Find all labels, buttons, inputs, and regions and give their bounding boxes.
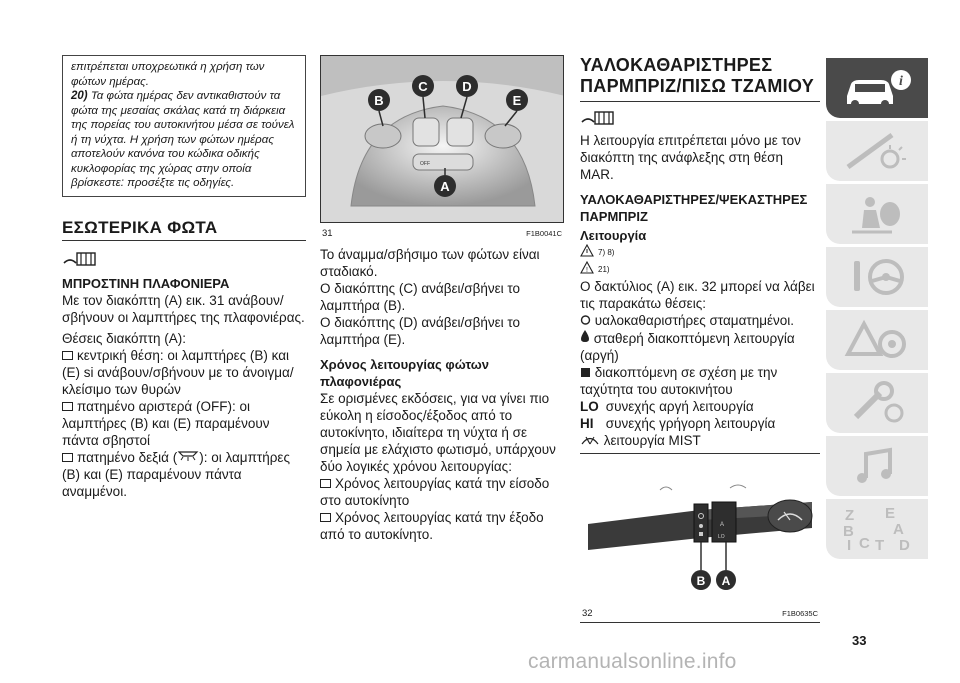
- figure-number: 31: [322, 228, 333, 239]
- box-bullet-icon: [62, 351, 73, 360]
- figure-label-b: B: [696, 574, 706, 588]
- figure-label-d: D: [462, 79, 472, 94]
- figure-label-c: C: [418, 79, 428, 94]
- note-paragraph-2: [71, 89, 299, 191]
- bullet-item: πατημένο αριστερά (OFF): οι λαμπτήρες (B) και (E) παραμένουν πάντα σβηστοί: [62, 398, 270, 448]
- figure-number: 32: [582, 608, 593, 619]
- box-bullet-icon: [320, 479, 331, 488]
- option-hi: HI συνεχής γρήγορη λειτουργία: [580, 416, 776, 431]
- circle-off-icon: [580, 314, 591, 325]
- figure-label-a: A: [440, 179, 450, 194]
- manual-reference-icon: [62, 249, 98, 269]
- warning-reference-2: ! 21): [580, 261, 820, 278]
- manual-reference-icon: [580, 108, 616, 128]
- svg-text:!: !: [586, 267, 588, 274]
- door-lamp-icon: [177, 450, 199, 462]
- wiper-stalk-illustration: [580, 454, 820, 603]
- positions-label: Θέσεις διακόπτη (A):: [62, 330, 186, 346]
- column-2: [320, 55, 564, 543]
- bullet-item: Χρόνος λειτουργίας κατά την έξοδο από το αυτοκίνητο.: [320, 510, 544, 542]
- column-3: [580, 55, 820, 623]
- subsection-title-windscreen-washers: ΥΑΛΟΚΑΘΑΡΙΣΤΗΡΕΣ/ΨΕΚΑΣΤΗΡΕΣ ΠΑΡΜΠΡΙΖ: [580, 192, 808, 224]
- warning-triangle-tyre-icon: [842, 318, 912, 362]
- subsection-title-operation: Λειτουργία: [580, 228, 647, 243]
- note-box: [62, 55, 306, 197]
- stalk-a-mark: A: [720, 522, 725, 528]
- steering-wheel-key-icon: [842, 255, 912, 299]
- box-bullet-icon: [62, 453, 73, 462]
- figure-label-e: E: [512, 93, 522, 108]
- tab-emergency[interactable]: [826, 310, 928, 370]
- paragraph: Ο διακόπτης (D) ανάβει/σβήνει το λαμπτήρα (E).: [320, 315, 521, 347]
- page-number: 33: [852, 633, 867, 648]
- index-letter-e: E: [885, 505, 896, 522]
- wrench-icon: [842, 381, 912, 425]
- figure-label-b: B: [374, 93, 384, 108]
- option-mist: λειτουργία MIST: [580, 432, 820, 449]
- car-info-icon: [837, 66, 917, 110]
- figure-code: F1B0635C: [782, 609, 818, 618]
- tab-safety[interactable]: [826, 184, 928, 244]
- square-speed-icon: [580, 366, 591, 377]
- intermittent-drop-icon: [580, 329, 590, 343]
- intro-text: Η λειτουργία επιτρέπεται μόνο με τον διακόπτη της ανάφλεξης στη θέση MAR.: [580, 133, 801, 182]
- subsection-title-front-ceiling-light: ΜΠΡΟΣΤΙΝΗ ΠΛΑΦΟΝΙΕΡΑ: [62, 275, 230, 291]
- index-letter-b: B: [843, 523, 854, 540]
- option-off: υαλοκαθαριστήρες σταματημένοι.: [580, 312, 820, 329]
- manual-symbols: [580, 108, 820, 128]
- svg-text:i: i: [899, 74, 903, 89]
- figure-code: F1B0041C: [526, 229, 562, 238]
- tab-knowing-the-car[interactable]: [826, 58, 928, 118]
- option-lo: LO συνεχής αργή λειτουργία: [580, 399, 754, 414]
- index-letter-t: T: [875, 537, 885, 554]
- index-letters-icon: [837, 504, 917, 554]
- tab-multimedia[interactable]: [826, 436, 928, 496]
- chapter-tabs: [826, 58, 928, 562]
- warning-lights-icon: [842, 129, 912, 173]
- index-letter-i: I: [847, 537, 852, 554]
- warning-reference-1: 7) 8): [580, 244, 820, 261]
- column-1: [62, 55, 306, 500]
- box-bullet-icon: [320, 513, 331, 522]
- index-letter-a: A: [893, 521, 904, 538]
- music-note-icon: [842, 444, 912, 488]
- ceiling-light-illustration: [321, 56, 564, 223]
- intro-text: Με τον διακόπτη (A) εικ. 31 ανάβουν/σβήνουν οι λαμπτήρες της πλαφονιέρας.: [62, 292, 305, 325]
- bullet-item: κεντρική θέση: οι λαμπτήρες (B) και (E) si ανάβουν/σβήνουν με το άνοιγμα/κλείσιμο των θυρών: [62, 347, 294, 397]
- section-title-interior-lights: ΕΣΩΤΕΡΙΚΑ ΦΩΤΑ: [62, 219, 306, 241]
- tab-index[interactable]: [826, 499, 928, 559]
- tab-dashboard[interactable]: [826, 121, 928, 181]
- tab-starting-driving[interactable]: [826, 247, 928, 307]
- warning-triangle-icon: [580, 244, 594, 257]
- bullet-item: πατημένο δεξιά ( ): οι λαμπτήρες (B) και (E) παραμένουν πάντα αναμμένοι.: [62, 449, 290, 499]
- figure-31-caption: [320, 223, 564, 242]
- note-number: 20): [71, 90, 88, 102]
- figure-32-caption: [580, 603, 820, 623]
- bullet-item: Χρόνος λειτουργίας κατά την είσοδο στο αυτοκίνητο: [320, 476, 550, 508]
- paragraph: Ο διακόπτης (C) ανάβει/σβήνει το λαμπτήρα (B).: [320, 281, 521, 313]
- airbag-icon: [842, 192, 912, 236]
- index-letter-d: D: [899, 537, 910, 554]
- watermark: carmanualsonline.info: [528, 650, 737, 673]
- note-text: Τα φώτα ημέρας δεν αντικαθιστούν τα φώτα της μεσαίας σκάλας κατά τη διάρκεια της πορείας του αυτοκινήτου μέσα σε τούνελ ή τη νύχτα. Η χρήση των φώτων ημέρας αποτελούν κανόνα του κώδικα οδικής κυκλοφορίας της χώρας στην οποία βρίσκεστε: προσέξτε τις οδηγίες.: [71, 90, 295, 189]
- tab-maintenance[interactable]: [826, 373, 928, 433]
- paragraph: Το άναμμα/σβήσιμο των φώτων είναι σταδιακό.: [320, 247, 540, 279]
- paragraph: Σε ορισμένες εκδόσεις, για να γίνει πιο εύκολη η είσοδος/έξοδος από το αυτοκίνητο, ιδιαίτερα τη νύχτα ή σε σημεία με ελάχιστο φωτισμό, υπάρχουν δύο λογικές χρόνου λειτουργίας:: [320, 391, 556, 474]
- figure-31-ceiling-light: [320, 55, 564, 223]
- index-letter-c: C: [859, 535, 870, 552]
- paragraph: Ο δακτύλιος (A) εικ. 32 μπορεί να λάβει τις παρακάτω θέσεις:: [580, 279, 815, 311]
- mist-wiper-icon: [580, 433, 600, 445]
- index-letter-z: Z: [845, 507, 855, 524]
- subsection-title-timing: Χρόνος λειτουργίας φώτων πλαφονιέρας: [320, 357, 489, 389]
- note-paragraph-1: επιτρέπεται υποχρεωτικά η χρήση των φώτων ημέρας.: [71, 61, 265, 88]
- option-speed-dependent: διακοπτόμενη σε σχέση με την ταχύτητα του αυτοκινήτου: [580, 365, 778, 397]
- caution-triangle-icon: [580, 261, 594, 274]
- stalk-lo-mark: LO: [718, 534, 725, 540]
- option-intermittent: σταθερή διακοπτόμενη λειτουργία (αργή): [580, 331, 795, 363]
- figure-32-wiper-stalk: [580, 453, 820, 603]
- manual-symbols: [62, 249, 306, 269]
- box-bullet-icon: [62, 402, 73, 411]
- figure-off-mark: OFF: [420, 161, 430, 167]
- section-title-wipers: ΥΑΛΟΚΑΘΑΡΙΣΤΗΡΕΣ ΠΑΡΜΠΡΙΖ/ΠΙΣΩ ΤΖΑΜΙΟΥ: [580, 55, 820, 102]
- figure-label-a: A: [721, 574, 731, 588]
